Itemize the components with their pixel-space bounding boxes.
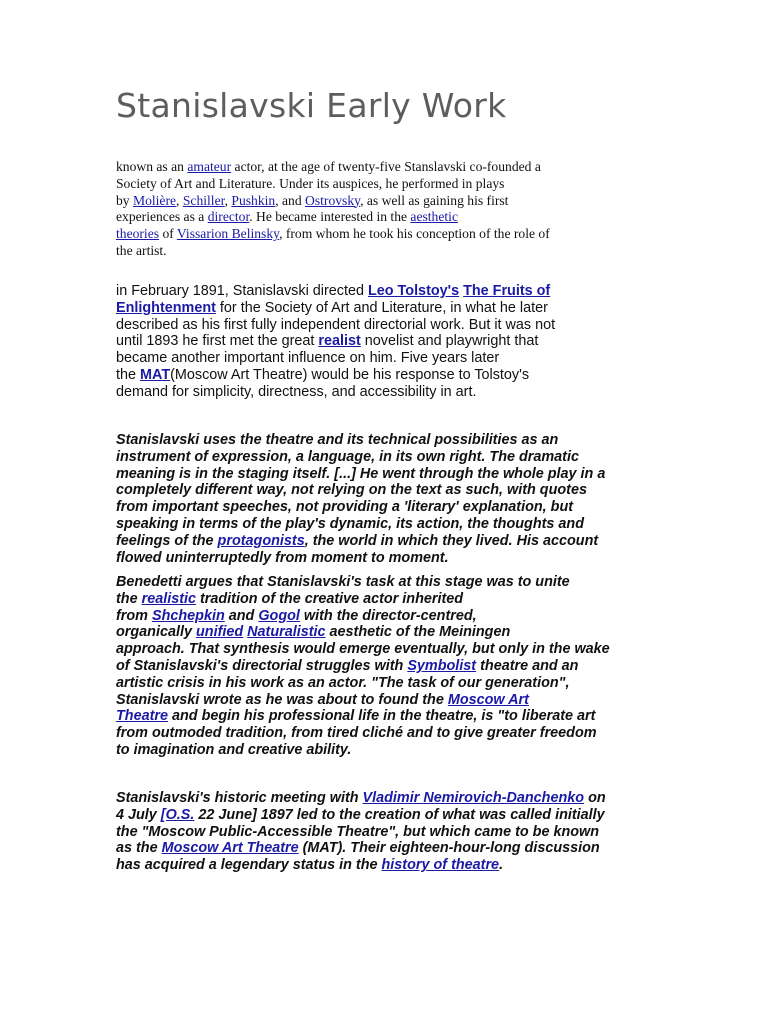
text: the artist.	[116, 242, 167, 258]
text: Benedetti argues that Stanislavski's task at this stage was to unite	[116, 574, 570, 590]
staging-quote-paragraph	[116, 432, 651, 566]
link-protagonists[interactable]: protagonists	[217, 532, 305, 549]
text: until 1893 he first met the great	[116, 333, 319, 350]
link-theories[interactable]: theories	[116, 226, 160, 242]
text: for the Society of Art and Literature, in what he later	[215, 299, 548, 316]
link-fruits-of-enlightenment[interactable]: The Fruits of	[463, 283, 551, 299]
link-moscow-art-theatre[interactable]: Moscow Art	[447, 691, 529, 708]
text: aesthetic of the Meiningen	[325, 624, 511, 641]
link-moliere[interactable]: Molière	[133, 192, 177, 208]
link-realist[interactable]: realist	[318, 333, 361, 350]
link-ostrovsky[interactable]: Ostrovsky	[305, 192, 361, 208]
text: the	[116, 590, 142, 607]
text: theatre and an	[476, 657, 579, 674]
text: the	[116, 366, 141, 383]
text: demand for simplicity, directness, and accessibility in art.	[116, 383, 477, 400]
text: , and	[275, 192, 306, 208]
text: known as an	[116, 159, 188, 174]
link-nemirovich-danchenko[interactable]: Vladimir Nemirovich-Danchenko	[362, 790, 585, 806]
link-pushkin[interactable]: Pushkin	[231, 192, 276, 208]
text: Stanislavski wrote as he was about to found the	[116, 691, 448, 708]
text: of Stanislavski's directorial struggles with	[116, 657, 408, 674]
text: instrument of expression, a language, in its own right. The dramatic	[116, 448, 579, 465]
text: experiences as a	[116, 209, 208, 225]
text: in February 1891, Stanislavski directed	[116, 283, 368, 299]
text: Society of Art and Literature. Under its auspices, he performed in plays	[116, 175, 505, 191]
text: ,	[224, 192, 232, 208]
intro-paragraph	[116, 159, 646, 260]
meeting-paragraph	[116, 790, 651, 874]
link-shchepkin[interactable]: Shchepkin	[151, 607, 225, 624]
link-naturalistic[interactable]: Naturalistic	[247, 624, 326, 641]
text: 22 June] 1897 led to the creation of what was called initially	[194, 806, 605, 823]
text: speaking in terms of the play's dynamic, its action, the thoughts and	[116, 515, 584, 532]
text: of	[159, 226, 177, 242]
text: feelings of the	[116, 532, 218, 549]
link-unified[interactable]: unified	[195, 624, 244, 641]
text: Stanislavski's historic meeting with	[116, 790, 363, 806]
text: artistic crisis in his work as an actor. "The task of our generation",	[116, 674, 570, 691]
text: .	[499, 857, 504, 874]
link-amateur[interactable]: amateur	[187, 159, 232, 174]
benedetti-paragraph	[116, 574, 651, 759]
text: flowed uninterruptedly from moment to moment.	[116, 549, 449, 566]
page-title: Stanislavski Early Work	[116, 86, 507, 125]
link-schiller[interactable]: Schiller	[182, 192, 225, 208]
text: by	[116, 192, 133, 208]
text: approach. That synthesis would emerge eventually, but only in the wake	[116, 641, 610, 658]
fruits-paragraph	[116, 283, 646, 401]
link-aesthetic[interactable]: aesthetic	[410, 209, 458, 225]
text: . He became interested in the	[249, 209, 411, 225]
text: as the	[116, 840, 162, 857]
text: tradition of the creative actor inherited	[196, 590, 464, 607]
text: became another important influence on him. Five years later	[116, 350, 500, 367]
text: meaning is in the staging itself. [...] He went through the whole play in a	[116, 465, 606, 482]
link-gogol[interactable]: Gogol	[258, 607, 300, 624]
text: , as well as gaining his first	[360, 192, 509, 208]
text: the "Moscow Public-Accessible Theatre", but which came to be known	[116, 823, 600, 840]
text: novelist and playwright that	[360, 333, 539, 350]
text: , the world in which they lived. His account	[304, 532, 599, 549]
text: and begin his professional life in the theatre, is "to liberate art	[167, 708, 596, 725]
text: , from whom he took his conception of the role of	[279, 226, 550, 242]
text: from important speeches, not providing a 'literary' explanation, but	[116, 499, 574, 516]
text: ,	[176, 192, 183, 208]
link-moscow-art-theatre-2[interactable]: Theatre	[116, 708, 168, 725]
text: organically	[116, 624, 196, 641]
text: Stanislavski uses the theatre and its technical possibilities as an	[116, 432, 559, 448]
text: from	[116, 607, 152, 624]
link-leo-tolstoy[interactable]: Leo Tolstoy's	[367, 283, 460, 299]
link-mat[interactable]: MAT	[140, 366, 171, 383]
text: with the director-centred,	[299, 607, 477, 624]
text: (Moscow Art Theatre) would be his response to Tolstoy's	[170, 366, 530, 383]
text: actor, at the age of twenty-five Stanslavski co-founded a	[231, 159, 541, 174]
link-realistic[interactable]: realistic	[141, 590, 196, 607]
link-moscow-art-theatre-3[interactable]: Moscow Art Theatre	[161, 840, 299, 857]
text: from outmoded tradition, from tired cliché and to give greater freedom	[116, 725, 597, 742]
text: on	[584, 790, 606, 806]
text: completely different way, not relying on the text as such, with quotes	[116, 482, 587, 499]
text: (MAT). Their eighteen-hour-long discussion	[298, 840, 600, 857]
text: has acquired a legendary status in the	[116, 857, 382, 874]
link-fruits-of-enlightenment-2[interactable]: Enlightenment	[116, 299, 216, 316]
text: described as his first fully independent directorial work. But it was not	[116, 316, 556, 333]
text: 4 July	[116, 806, 161, 823]
link-history-of-theatre[interactable]: history of theatre	[381, 857, 500, 874]
text: to imagination and creative ability.	[116, 741, 352, 758]
text: and	[224, 607, 259, 624]
link-director[interactable]: director	[207, 209, 250, 225]
link-symbolist[interactable]: Symbolist	[407, 657, 477, 674]
link-belinsky[interactable]: Vissarion Belinsky	[176, 226, 280, 242]
link-os[interactable]: [O.S.	[160, 806, 195, 823]
